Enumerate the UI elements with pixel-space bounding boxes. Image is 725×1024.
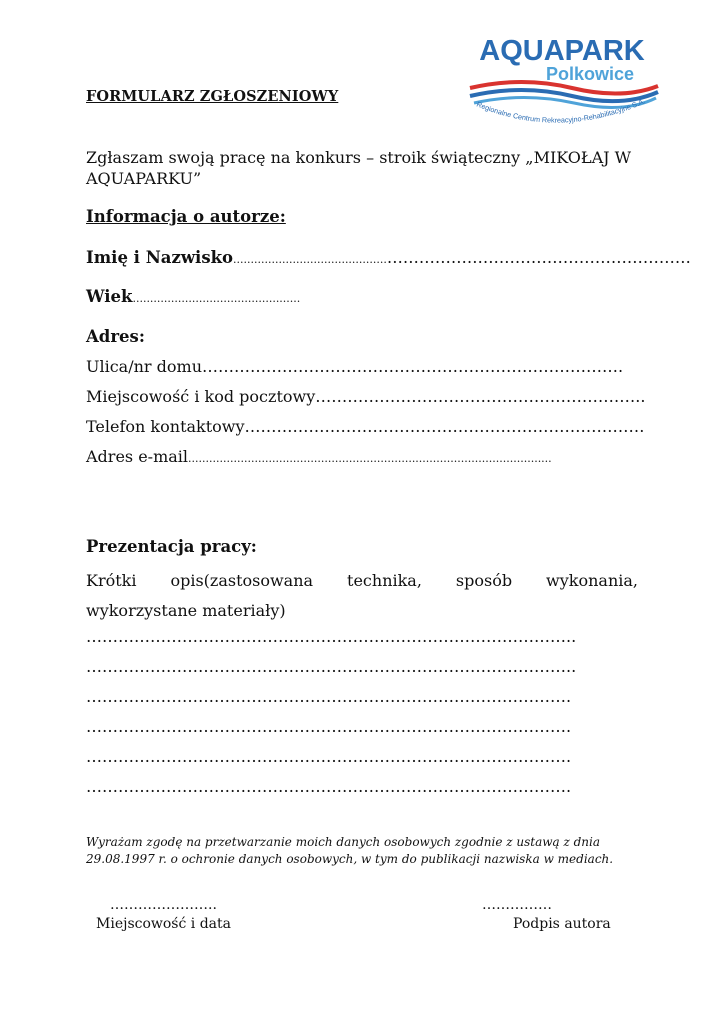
street-label: Ulica/nr domu xyxy=(86,357,202,376)
name-label: Imię i Nazwisko xyxy=(86,248,234,267)
name-field-row[interactable] xyxy=(86,248,691,267)
city-dots: …………………………………………………….. xyxy=(315,387,646,406)
signature-dots[interactable]: …………… xyxy=(482,897,552,913)
email-label: Adres e-mail xyxy=(86,447,189,466)
address-heading: Adres: xyxy=(86,327,145,346)
description-label: Krótki opis(zastosowana technika, sposób wykonania, wykorzystane materiały) xyxy=(86,571,638,620)
consent-text: Wyrażam zgodę na przetwarzanie moich danych osobowych zgodnie z ustawą z dnia 29.08.1997 r. o ochronie danych osobowych, w tym do publikacji nazwiska w mediach. xyxy=(86,835,614,866)
phone-dots: ………………………………………………………………… xyxy=(244,417,645,436)
place-date-dots[interactable]: ………………….. xyxy=(110,897,217,913)
logo-name: AQUAPARK xyxy=(479,35,645,67)
author-heading: Informacja o autorze: xyxy=(86,207,286,226)
email-dots: ........................................................................................................ xyxy=(188,452,552,465)
intro-text: Zgłaszam swoją pracę na konkurs – stroik świąteczny „MIKOŁAJ W AQUAPARKU” xyxy=(86,148,632,188)
name-dots: ………………………………………………… xyxy=(386,248,691,267)
city-label: Miejscowość i kod pocztowy xyxy=(86,387,316,406)
description-line-2[interactable]: ……………………………………………………………………………….. xyxy=(86,657,577,676)
description-line-5[interactable]: ………………………………………………………………………………. xyxy=(86,747,572,766)
description-line-3[interactable]: ………………………………………………………………………………. xyxy=(86,687,572,706)
street-dots: ……………………………………………………………………. xyxy=(202,357,624,376)
city-field-row[interactable] xyxy=(86,387,645,406)
aquapark-logo xyxy=(462,30,662,142)
phone-label: Telefon kontaktowy xyxy=(86,417,245,436)
form-title: FORMULARZ ZGŁOSZENIOWY xyxy=(86,88,339,105)
signature-label: Podpis autora xyxy=(513,916,611,932)
description-line-4[interactable]: ………………………………………………………………………………. xyxy=(86,717,572,736)
street-field-row[interactable] xyxy=(86,357,623,376)
presentation-heading: Prezentacja pracy: xyxy=(86,537,257,556)
name-dots-small: ............................................ xyxy=(233,253,387,266)
email-field-row[interactable] xyxy=(86,447,552,466)
age-dots: ................................................ xyxy=(132,292,301,305)
description-line-6[interactable]: ………………………………………………………………………………. xyxy=(86,777,572,796)
age-label: Wiek xyxy=(86,287,133,306)
logo-tagline: Regionalne Centrum Rekreacyjno-Rehabilitacyjne S.A. xyxy=(475,96,647,125)
age-field-row[interactable] xyxy=(86,287,300,306)
logo-city: Polkowice xyxy=(545,64,635,84)
phone-field-row[interactable] xyxy=(86,417,645,436)
place-date-label: Miejscowość i data xyxy=(96,916,231,932)
description-line-1[interactable]: ……………………………………………………………………………….. xyxy=(86,627,577,646)
